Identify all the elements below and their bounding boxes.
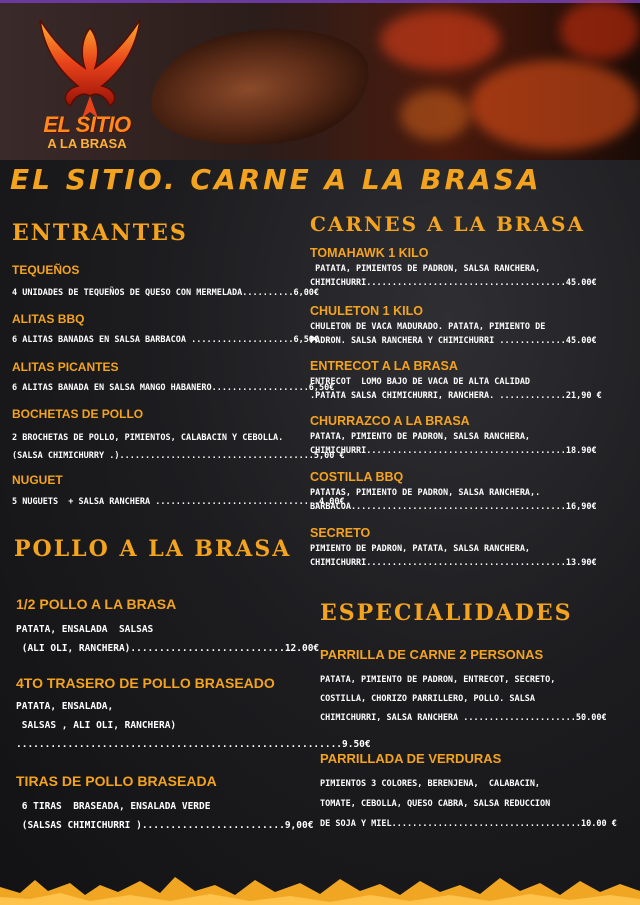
menu-item-name: TEQUEÑOS [12, 263, 80, 277]
header-banner [0, 0, 640, 160]
fire-glow [400, 90, 470, 140]
logo-name: EL SITIO [43, 112, 131, 137]
menu-item-description: PATATA, ENSALADA SALSAS (ALI OLI, RANCHERA)...........................12.00€ [16, 624, 320, 654]
menu-item-description: 5 NUGUETS + SALSA RANCHERA ................................4,00€ [12, 497, 345, 507]
menu-item-description: PIMIENTOS 3 COLORES, BERENJENA, CALABACIN, TOMATE, CEBOLLA, QUESO CABRA, SALSA REDUCCION DE SOJA Y MIEL.....................................10.00 € [320, 779, 617, 829]
logo-subtitle: A LA BRASA [47, 136, 127, 151]
menu-item-description: 6 ALITAS BANADA EN SALSA MANGO HABANERO...................6,50€ [12, 383, 335, 393]
menu-item-name: ENTRECOT A LA BRASA [310, 359, 458, 373]
menu-item-name: 4TO TRASERO DE POLLO BRASEADO [16, 675, 275, 691]
menu-item-name: TIRAS DE POLLO BRASEADA [16, 773, 217, 789]
menu-item-name: NUGUET [12, 473, 63, 487]
menu-item-name: COSTILLA BBQ [310, 470, 404, 484]
top-border [0, 0, 640, 3]
menu-item-name: CHURRAZCO A LA BRASA [310, 414, 470, 428]
fire-glow [380, 10, 500, 70]
menu-item-name: BOCHETAS DE POLLO [12, 407, 144, 421]
flames-footer-decoration [0, 865, 640, 905]
page-title: EL SITIO. CARNE A LA BRASA [10, 163, 542, 196]
menu-item-description: 6 ALITAS BANADAS EN SALSA BARBACOA ....................6,50€ [12, 335, 320, 345]
menu-item-name: 1/2 POLLO A LA BRASA [16, 596, 177, 612]
fire-glow [470, 60, 640, 150]
menu-item-description: PATATA, PIMIENTO DE PADRON, SALSA RANCHERA, CHIMICHURRI.......................................18.90€ [310, 432, 597, 456]
menu-item-name: CHULETON 1 KILO [310, 304, 423, 318]
menu-item-name: TOMAHAWK 1 KILO [310, 246, 429, 260]
menu-item-description: ENTRECOT LOMO BAJO DE VACA DE ALTA CALIDAD .PATATA SALSA CHIMICHURRI, RANCHERA. .............21,90 € [310, 377, 602, 401]
menu-item-description: PATATA, PIMIENTO DE PADRON, ENTRECOT, SECRETO, COSTILLA, CHORIZO PARRILLERO, POLLO. SALSA CHIMICHURRI, SALSA RANCHERA ......................50.00€ [320, 675, 607, 723]
menu-item-description: 4 UNIDADES DE TEQUEÑOS DE QUESO CON MERMELADA..........6,00€ [12, 288, 320, 298]
menu-item-description: PIMIENTO DE PADRON, PATATA, SALSA RANCHERA, CHIMICHURRI.......................................13.90€ [310, 544, 597, 568]
menu-item-description: 6 TIRAS BRASEADA, ENSALADA VERDE (SALSAS CHIMICHURRI ).........................9,00€ [21, 801, 314, 831]
menu-item-description: CHULETON DE VACA MADURADO. PATATA, PIMIENTO DE PADRON. SALSA RANCHERA Y CHIMICHURRI .............45.00€ [310, 322, 597, 346]
menu-item-name: ALITAS BBQ [12, 312, 85, 326]
menu-item-name: PARRILLA DE CARNE 2 PERSONAS [320, 647, 544, 662]
menu-item-description: PATATA, ENSALADA, SALSAS , ALI OLI, RANCHERA) .........................................................9.50€ [16, 701, 371, 750]
menu-item-name: SECRETO [310, 526, 371, 540]
menu-item-name: PARRILLADA DE VERDURAS [320, 751, 502, 766]
menu-item-description: PATATA, PIMIENTOS DE PADRON, SALSA RANCHERA, CHIMICHURRI.......................................45.00€ [310, 264, 597, 288]
section-heading-carnes: CARNES A LA BRASA [310, 212, 586, 236]
fire-glow [560, 0, 640, 60]
menu-item-description: 2 BROCHETAS DE POLLO, PIMIENTOS, CALABACIN Y CEBOLLA. (SALSA CHIMICHURRY .)......................................5,00 € [12, 433, 345, 461]
section-heading-entrantes: ENTRANTES [12, 220, 188, 246]
section-heading-pollo: POLLO A LA BRASA [14, 536, 292, 562]
menu-item-description: PATATAS, PIMIENTO DE PADRON, SALSA RANCHERA,. BARBACOA..........................................16,90€ [310, 488, 597, 512]
steak-image [143, 15, 377, 159]
menu-item-name: ALITAS PICANTES [12, 360, 119, 374]
section-heading-especialidades: ESPECIALIDADES [320, 600, 573, 626]
